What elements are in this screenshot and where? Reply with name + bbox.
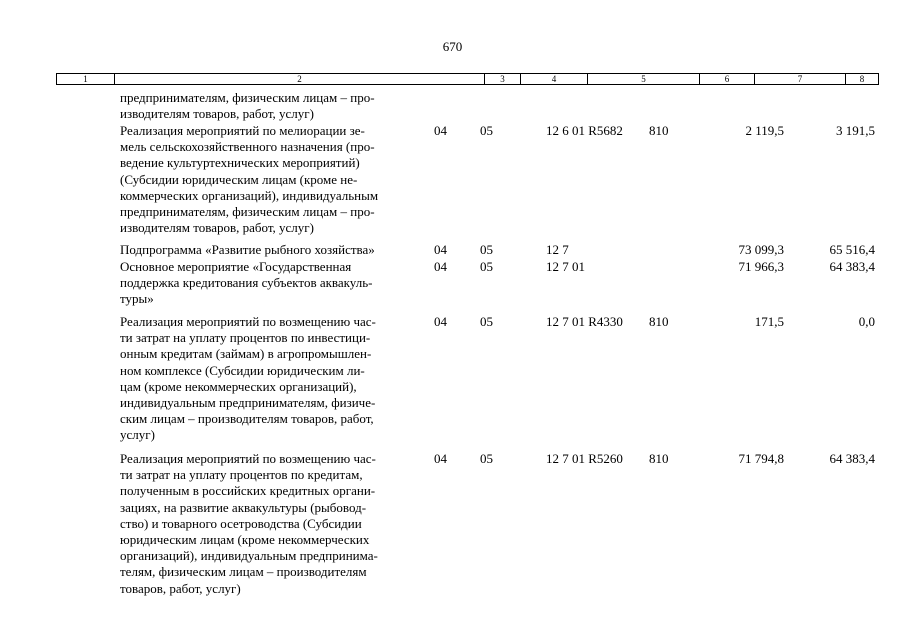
row-description: предпринимателям, физическим лицам – про- изводителям товаров, работ, услуг) [120, 90, 375, 122]
row-expense-type: 810 [649, 451, 669, 466]
column-header-8: 8 [859, 74, 865, 84]
row-amount-2: 3 191,5 [836, 123, 875, 138]
row-description: Подпрограмма «Развитие рыбного хозяйства» [120, 242, 375, 257]
row-section: 04 [434, 259, 447, 274]
row-amount-1: 171,5 [754, 314, 784, 329]
row-amount-1: 71 794,8 [738, 451, 784, 466]
row-amount-2: 64 383,4 [829, 451, 875, 466]
row-amount-1: 2 119,5 [745, 123, 784, 138]
row-subsection: 05 [480, 123, 493, 138]
row-amount-2: 64 383,4 [829, 259, 875, 274]
row-section: 04 [434, 242, 447, 257]
row-amount-2: 0,0 [858, 314, 875, 329]
column-header-2: 2 [115, 74, 485, 84]
row-amount-1: 73 099,3 [738, 242, 784, 257]
column-header-6: 6 [700, 74, 755, 84]
column-header-5: 5 [588, 74, 700, 84]
row-target-code: 12 7 [546, 242, 569, 257]
row-description: Реализация мероприятий по мелиорации зе- мель сельскохозяйственного назначения (про- ведение культуртехнических мероприятий) (Субсидии юридическим лицам (кроме не- коммерческих организаций), индивидуальным предпринимателям, физическим лицам – про- изводителям товаров, работ, услуг) [120, 123, 379, 236]
row-description: Реализация мероприятий по возмещению час- ти затрат на уплату процентов по кредитам, полученным в российских кредитных органи- зациях, на развитие аквакультуры (рыбовод- ство) и товарного осетроводства (Субсидии юридическим лицам (кроме некоммерческих организаций), индивидуальным предпринима- телям, физическим лицам – производителям товаров, работ, услуг) [120, 451, 378, 596]
column-header-7: 7 [755, 74, 846, 84]
column-header-1: 1 [57, 74, 115, 84]
row-subsection: 05 [480, 242, 493, 257]
row-subsection: 05 [480, 259, 493, 274]
column-header-3: 3 [485, 74, 521, 84]
row-amount-1: 71 966,3 [738, 259, 784, 274]
row-section: 04 [434, 451, 447, 466]
row-subsection: 05 [480, 314, 493, 329]
row-expense-type: 810 [649, 123, 669, 138]
row-target-code: 12 7 01 [546, 259, 585, 274]
row-section: 04 [434, 314, 447, 329]
page-number: 670 [442, 39, 463, 54]
row-amount-2: 65 516,4 [829, 242, 875, 257]
row-target-code: 12 6 01 R5682 [546, 123, 623, 138]
row-section: 04 [434, 123, 447, 138]
row-target-code: 12 7 01 R5260 [546, 451, 623, 466]
row-description: Основное мероприятие «Государственная поддержка кредитования субъектов аквакуль- туры» [120, 259, 373, 307]
row-description: Реализация мероприятий по возмещению час- ти затрат на уплату процентов по инвестици- онным кредитам (займам) в агропромышлен- ном комплексе (Субсидии юридическим ли- цам (кроме некоммерческих организаций), индивидуальным предпринимателям, физиче- ским лицам – производителям товаров, работ, услуг) [120, 314, 376, 443]
column-header-4: 4 [521, 74, 588, 84]
row-expense-type: 810 [649, 314, 669, 329]
row-target-code: 12 7 01 R4330 [546, 314, 623, 329]
row-subsection: 05 [480, 451, 493, 466]
